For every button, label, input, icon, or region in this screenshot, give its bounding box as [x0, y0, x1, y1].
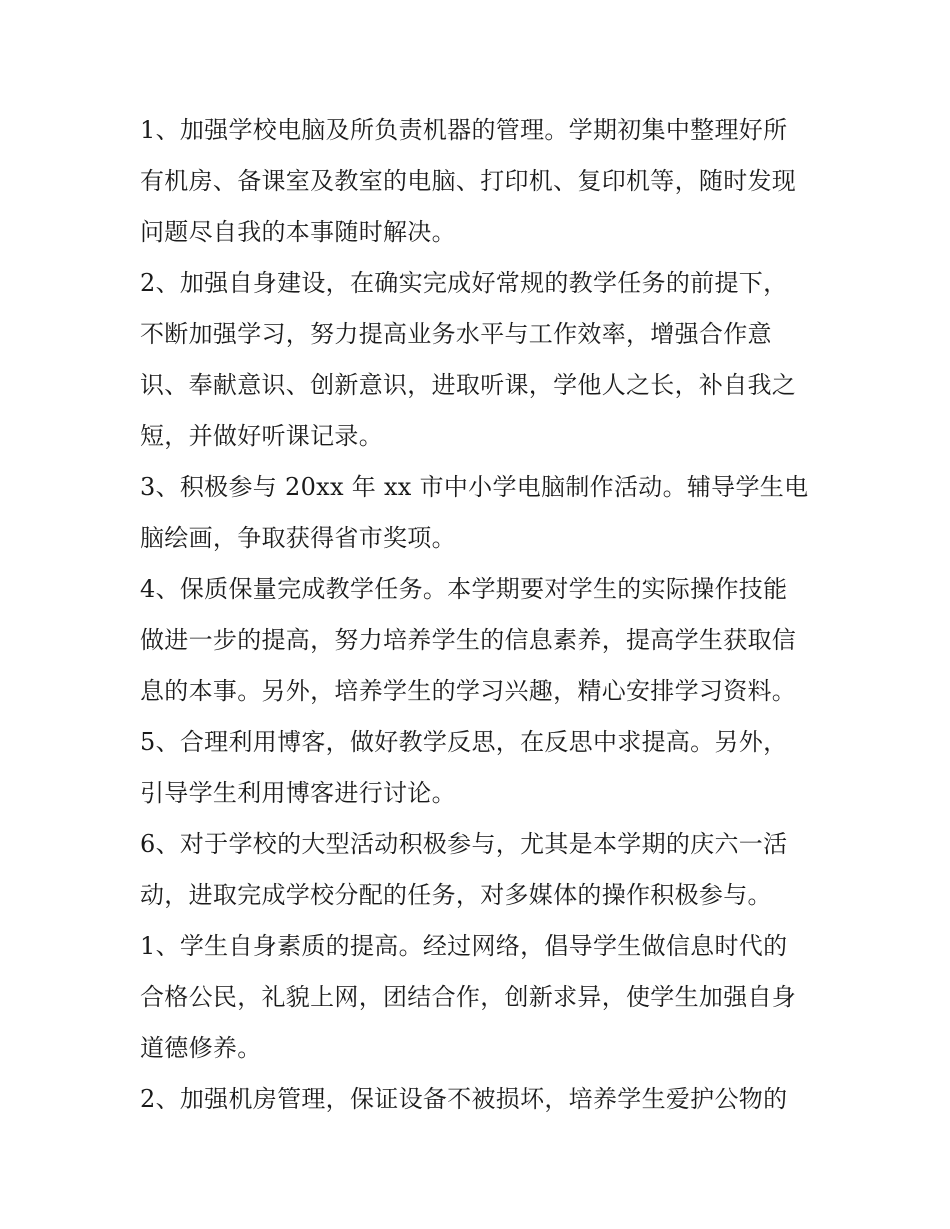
text-line: 息的本事。另外，培养学生的学习兴趣，精心安排学习资料。 [140, 677, 797, 705]
text-line: 做进一步的提高，努力培养学生的信息素养，提高学生获取信 [140, 626, 797, 654]
text-line: 1、学生自身素质的提高。经过网络，倡导学生做信息时代的 [140, 932, 788, 960]
text-line: 引导学生利用博客进行讨论。 [140, 779, 456, 807]
text-line: 2、加强机房管理，保证设备不被损坏，培养学生爱护公物的 [140, 1085, 788, 1113]
text-line: 3、积极参与 20xx 年 xx 市中小学电脑制作活动。辅导学生电 [140, 473, 809, 501]
text-line: 道德修养。 [140, 1034, 262, 1062]
text-line: 4、保质保量完成教学任务。本学期要对学生的实际操作技能 [140, 575, 788, 603]
text-line: 短，并做好听课记录。 [140, 422, 383, 450]
text-line: 问题尽自我的本事随时解决。 [140, 218, 456, 246]
text-line: 1、加强学校电脑及所负责机器的管理。学期初集中整理好所 [140, 116, 788, 144]
text-line: 脑绘画，争取获得省市奖项。 [140, 524, 456, 552]
text-line: 6、对于学校的大型活动积极参与，尤其是本学期的庆六一活 [140, 830, 788, 858]
text-line: 合格公民，礼貌上网，团结合作，创新求异，使学生加强自身 [140, 983, 797, 1011]
text-line: 有机房、备课室及教室的电脑、打印机、复印机等，随时发现 [140, 167, 797, 195]
text-line: 动，进取完成学校分配的任务，对多媒体的操作积极参与。 [140, 881, 772, 909]
text-line: 2、加强自身建设，在确实完成好常规的教学任务的前提下， [140, 269, 788, 297]
text-line: 识、奉献意识、创新意识，进取听课，学他人之长，补自我之 [140, 371, 797, 399]
text-line: 不断加强学习，努力提高业务水平与工作效率，增强合作意 [140, 320, 772, 348]
text-line: 5、合理利用博客，做好教学反思，在反思中求提高。另外， [140, 728, 788, 756]
